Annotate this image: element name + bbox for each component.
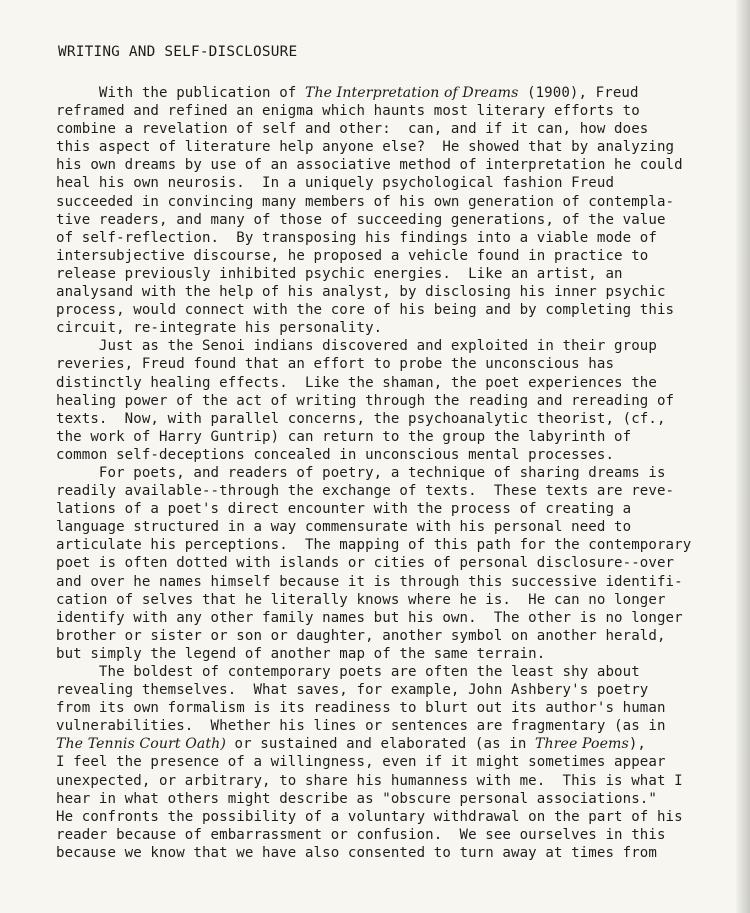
text-run: cation of selves that he literally knows where he is. He can no longer <box>56 591 666 608</box>
text-line <box>56 808 736 826</box>
text-run: vulnerabilities. Whether his lines or sentences are fragmentary (as in <box>56 718 666 735</box>
text-line <box>56 301 736 319</box>
text-run: but simply the legend of another map of the same terrain. <box>56 645 546 662</box>
text-line <box>56 84 736 102</box>
text-line <box>56 753 736 771</box>
text-line <box>56 554 736 572</box>
italic-title: The Interpretation of Dreams <box>304 85 519 101</box>
text-run: intersubjective discourse, he proposed a vehicle found in practice to <box>56 247 649 264</box>
text-line <box>56 102 736 120</box>
page-edge-shadow <box>736 0 750 913</box>
text-run: He confronts the possibility of a voluntary withdrawal on the part of his <box>56 808 683 825</box>
text-run: (1900), Freud <box>518 85 639 101</box>
text-line <box>56 355 736 373</box>
text-run: heal his own neurosis. In a uniquely psychological fashion Freud <box>56 175 615 192</box>
text-line <box>56 374 736 392</box>
text-line <box>56 790 736 808</box>
text-line <box>56 265 736 283</box>
text-line <box>56 283 736 301</box>
text-line <box>56 717 736 735</box>
text-run: of self-reflection. By transposing his findings into a viable mode of <box>56 229 657 246</box>
text-run: analysand with the help of his analyst, by disclosing his inner psychic <box>56 284 666 301</box>
text-line <box>56 772 736 790</box>
italic-title: Three Poems <box>535 736 629 753</box>
text-run: brother or sister or son or daughter, another symbol on another herald, <box>56 627 666 644</box>
text-line <box>56 844 736 862</box>
body-text <box>56 84 736 862</box>
text-run: readily available--through the exchange of texts. These texts are reve- <box>56 483 675 500</box>
text-line <box>56 663 736 681</box>
text-line <box>56 699 736 717</box>
text-line <box>56 120 736 138</box>
text-line <box>56 464 736 482</box>
text-line <box>56 609 736 627</box>
text-run: tive readers, and many of those of succeeding generations, of the value <box>56 211 666 228</box>
text-run: With the publication of <box>56 85 305 101</box>
text-run: For poets, and readers of poetry, a technique of sharing dreams is <box>56 464 666 481</box>
text-run: healing power of the act of writing through the reading and rereading of <box>56 392 675 409</box>
text-line <box>56 428 736 446</box>
text-line <box>56 211 736 229</box>
text-run: reveries, Freud found that an effort to probe the unconscious has <box>56 356 615 373</box>
text-run: identify with any other family names but his own. The other is no longer <box>56 609 683 626</box>
text-line <box>56 446 736 464</box>
text-run: the work of Harry Guntrip) can return to the group the labyrinth of <box>56 428 632 445</box>
page-title: WRITING AND SELF-DISCLOSURE <box>58 44 298 60</box>
text-run: his own dreams by use of an associative method of interpretation he could <box>56 157 683 174</box>
text-line <box>56 536 736 554</box>
text-run: or sustained and elaborated (as in <box>225 736 536 753</box>
italic-title: The Tennis Court Oath) <box>56 736 226 753</box>
text-run: hear in what others might describe as "obscure personal associations." <box>56 790 657 807</box>
text-run: The boldest of contemporary poets are often the least shy about <box>56 664 640 680</box>
text-run: unexpected, or arbitrary, to share his humanness with me. This is what I <box>56 772 683 789</box>
text-run: texts. Now, with parallel concerns, the psychoanalytic theorist, (cf., <box>56 410 666 427</box>
text-line <box>56 518 736 536</box>
text-run: from its own formalism is its readiness to blurt out its author's human <box>56 700 666 717</box>
text-line <box>56 410 736 428</box>
text-line <box>56 482 736 500</box>
text-line <box>56 681 736 699</box>
text-run: revealing themselves. What saves, for example, John Ashbery's poetry <box>56 682 649 699</box>
text-run: ), <box>628 736 647 753</box>
text-run: this aspect of literature help anyone else? He showed that by analyzing <box>56 139 675 156</box>
text-run: I feel the presence of a willingness, even if it might sometimes appear <box>56 754 666 771</box>
text-line <box>56 627 736 645</box>
text-run: and over he names himself because it is through this successive identifi- <box>56 573 683 590</box>
text-run: common self-deceptions concealed in unconscious mental processes. <box>56 446 615 463</box>
text-line <box>56 193 736 211</box>
text-line <box>56 573 736 591</box>
text-run: articulate his perceptions. The mapping of this path for the contemporary <box>56 537 692 554</box>
text-line <box>56 826 736 844</box>
text-run: because we know that we have also consented to turn away at times from <box>56 844 657 861</box>
text-line <box>56 174 736 192</box>
text-run: process, would connect with the core of his being and by completing this <box>56 302 675 319</box>
text-line <box>56 645 736 663</box>
text-run: Just as the Senoi indians discovered and exploited in their group <box>56 338 657 355</box>
text-run: lations of a poet's direct encounter with the process of creating a <box>56 501 632 518</box>
text-line <box>56 392 736 410</box>
text-run: combine a revelation of self and other: can, and if it can, how does <box>56 121 649 138</box>
text-run: language structured in a way commensurate with his personal need to <box>56 519 632 536</box>
text-run: circuit, re-integrate his personality. <box>56 320 383 337</box>
text-run: reframed and refined an enigma which haunts most literary efforts to <box>56 103 640 120</box>
text-line <box>56 229 736 247</box>
text-line <box>56 156 736 174</box>
text-line <box>56 337 736 355</box>
text-line <box>56 319 736 337</box>
text-line <box>56 591 736 609</box>
text-line <box>56 500 736 518</box>
text-run: poet is often dotted with islands or cities of personal disclosure--over <box>56 555 675 572</box>
text-run: succeeded in convincing many members of his own generation of contempla- <box>56 193 675 210</box>
text-line <box>56 138 736 156</box>
text-run: distinctly healing effects. Like the shaman, the poet experiences the <box>56 374 657 391</box>
text-line <box>56 247 736 265</box>
text-run: release previously inhibited psychic energies. Like an artist, an <box>56 265 623 282</box>
text-line <box>56 735 736 753</box>
text-run: reader because of embarrassment or confusion. We see ourselves in this <box>56 826 666 843</box>
